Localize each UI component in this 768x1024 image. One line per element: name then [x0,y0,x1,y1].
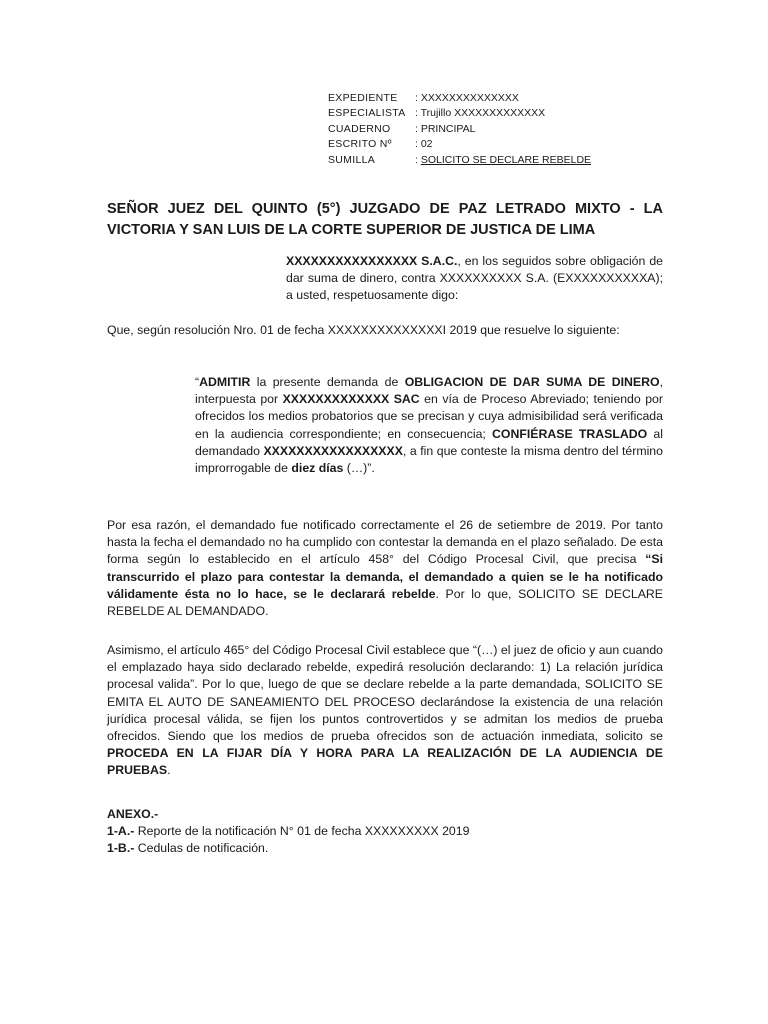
company-name: XXXXXXXXXXXXXXXX S.A.C. [286,254,458,268]
header-value: : PRINCIPAL [415,122,476,135]
anexo-item [107,823,663,840]
quote-text: , a fin que conteste la misma dentro del término improrrogable de [195,443,663,476]
case-header [328,91,591,168]
sumilla-prefix: : [415,153,421,166]
header-value: : 02 [415,138,433,151]
quote-diez-dias: diez días [291,461,344,476]
addressee-heading: SEÑOR JUEZ DEL QUINTO (5°) JUZGADO DE PAZ LETRADO MIXTO - LA VICTORIA Y SAN LUIS DE LA CORTE SUPERIOR DE JUSTICA DE LIMA [107,201,663,238]
anexo-title: ANEXO.- [107,807,159,821]
anexo-item-text: Reporte de la notificación N° 01 de fecha XXXXXXXXX 2019 [134,824,470,839]
header-label: ESCRITO Nº [328,138,392,151]
asimismo-bold: PROCEDA EN LA FIJAR DÍA Y HORA PARA LA REALIZACIÓN DE LA AUDIENCIA DE PRUEBAS [107,746,663,778]
anexo-item-code: 1-A.- [107,824,135,839]
sumilla-text: SOLICITO SE DECLARE REBELDE [420,153,592,166]
quote-open: “ [195,375,200,389]
anexo-item [107,840,663,857]
header-label: EXPEDIENTE [328,92,398,104]
quote-text: (…)”. [343,461,375,476]
quote-sac: XXXXXXXXXXXXX SAC [282,392,420,407]
header-row-cuaderno [328,122,591,137]
header-value: : Trujillo XXXXXXXXXXXXX [415,107,546,120]
quote-text: la presente demanda de [250,375,405,389]
quote-text: al demandado [195,426,663,458]
anexo-item-code: 1-B.- [107,841,135,856]
header-row-expediente [328,91,591,106]
quote-paragraph [195,374,663,477]
intro-paragraph [286,253,663,305]
razon-text: Por esa razón, el demandado fue notificado correctamente el 26 de setiembre de 2019. Por tanto hasta la fecha el demandado no ha cumplido con contestar la demanda en el plazo señalado. De esta forma según lo establecido en el artículo 458° del Código Procesal Civil, que precisa [107,518,663,567]
header-label: ESPECIALISTA [328,107,406,120]
header-value [415,153,591,168]
razon-text: . Por lo que, SOLICITO SE DECLARE REBELDE AL DEMANDADO. [107,586,663,619]
razon-bold: “Si transcurrido el plazo para contestar la demanda, el demandado a quien se le ha notificado válidamente ésta no lo hace, se le declarará rebelde [107,552,663,601]
header-row-especialista [328,106,591,121]
header-label: CUADERNO [328,122,391,135]
header-row-sumilla [328,153,591,168]
quote-text: , interpuesta por [195,375,663,407]
quote-text: en vía de Proceso Abreviado; teniendo por ofrecidos los medios probatorios que se precisan y cuya admisibilidad será verificada en la audiencia correspondiente; en consecuencia; [195,392,663,441]
header-row-escrito [328,137,591,152]
intro-text: , en los seguidos sobre obligación de dar suma de dinero, contra XXXXXXXXXX S.A. (EXXXXXXXXXXA); a usted, respetuosamente digo: [286,254,663,303]
header-label: SUMILLA [328,153,376,166]
quote-confierase: CONFIÉRASE TRASLADO [492,426,648,441]
asimismo-paragraph [107,642,663,780]
quote-admitir: ADMITIR [199,375,251,389]
quote-demandado: XXXXXXXXXXXXXXXXX [263,443,403,458]
razon-paragraph [107,517,663,620]
quote-obligacion: OBLIGACION DE DAR SUMA DE DINERO [404,375,660,389]
anexo-item-text: Cedulas de notificación. [134,841,269,856]
header-value: : XXXXXXXXXXXXXX [415,92,519,104]
asimismo-text: Asimismo, el artículo 465° del Código Procesal Civil establece que “(…) el juez de oficio y aun cuando el emplazado haya sido declarado rebelde, expedirá resolución declarando: 1) La relación jurídica procesal valida”. Por lo que, luego de que se declare rebelde a la parte demandada, SOLICITO SE EMITA EL AUTO DE SANEAMIENTO DEL PROCESO declarándose la existencia de una relación jurídica procesal válida, se fijen los puntos controvertidos y se admitan los medios de prueba ofrecidos. Siendo que los medios de prueba ofrecidos son de actuación inmediata, solicito se [107,643,663,744]
asimismo-text: . [167,763,171,778]
que-paragraph: Que, según resolución Nro. 01 de fecha XXXXXXXXXXXXXXI 2019 que resuelve lo siguiente: [107,323,620,337]
anexo-section [107,806,663,858]
